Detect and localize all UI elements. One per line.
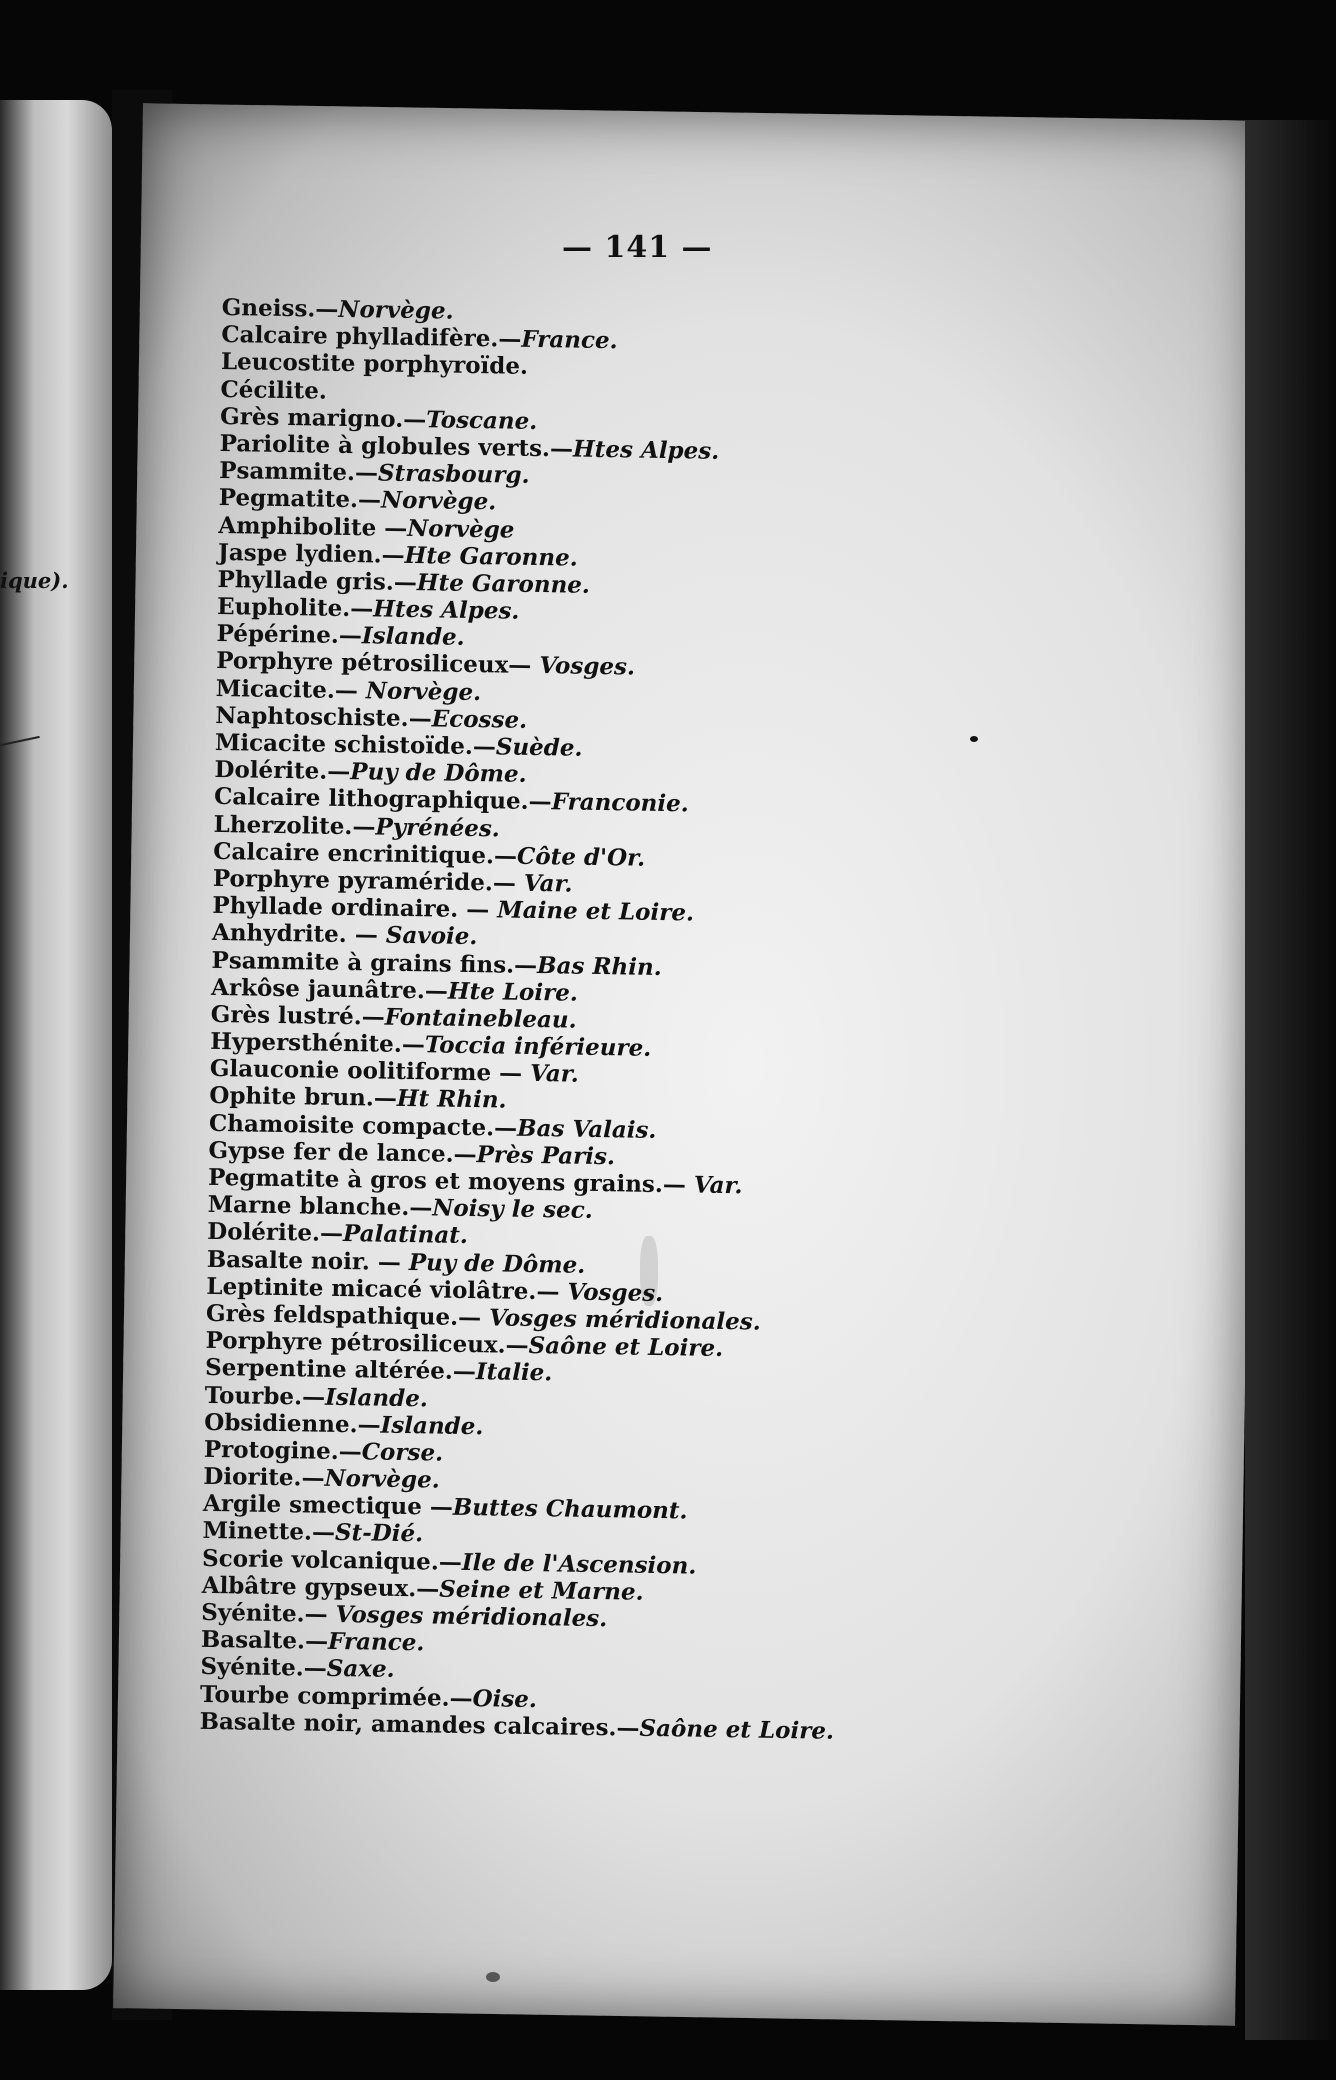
specimen-locality: Vosges méridionales. bbox=[335, 1600, 608, 1633]
specimen-locality: Vosges. bbox=[567, 1278, 664, 1307]
specimen-locality: Italie. bbox=[475, 1358, 553, 1387]
specimen-name: Phyllade gris. bbox=[217, 565, 395, 596]
entry-dash: — bbox=[381, 541, 405, 569]
specimen-locality: Ile de l'Ascension. bbox=[461, 1548, 697, 1580]
specimen-name: Argile smectique bbox=[202, 1490, 431, 1521]
specimen-name: Basalte noir. bbox=[206, 1245, 371, 1276]
specimen-locality: Var. bbox=[523, 869, 573, 898]
specimen-name: Jaspe lydien. bbox=[217, 538, 382, 569]
specimen-name: Hypersthénite. bbox=[210, 1027, 403, 1058]
specimen-locality: Suède. bbox=[495, 733, 583, 762]
specimen-locality: Franconie. bbox=[551, 788, 689, 818]
specimen-locality: Norvège. bbox=[380, 486, 497, 516]
entry-dash: — bbox=[357, 1410, 381, 1439]
entry-dash: — bbox=[457, 1303, 490, 1332]
entry-dash: — bbox=[662, 1171, 695, 1199]
specimen-name: Porphyre pétrosiliceux bbox=[216, 647, 509, 679]
specimen-name: Basalte noir, amandes calcaires. bbox=[199, 1707, 617, 1742]
specimen-locality: Toscane. bbox=[426, 405, 538, 435]
specimen-name: Gypse fer de lance. bbox=[208, 1136, 454, 1168]
specimen-name: Arkôse jaunâtre. bbox=[210, 973, 426, 1004]
entry-dash: — bbox=[361, 1003, 386, 1031]
ink-speck bbox=[486, 1972, 500, 1982]
entry-dash: — bbox=[549, 435, 574, 463]
ink-speck bbox=[970, 736, 978, 742]
specimen-locality: Hte Loire. bbox=[447, 977, 579, 1007]
specimen-name: Scorie volcanique. bbox=[201, 1544, 440, 1576]
entry-dash: — bbox=[304, 1627, 329, 1656]
specimen-name: Basalte. bbox=[200, 1626, 306, 1655]
entry-dash: — bbox=[493, 842, 518, 870]
entry-dash: — bbox=[415, 1575, 440, 1603]
entry-dash: — bbox=[301, 1464, 325, 1492]
entry-dash: — bbox=[493, 1114, 518, 1142]
specimen-locality: Près Paris. bbox=[476, 1140, 616, 1171]
specimen-locality: France. bbox=[327, 1628, 425, 1657]
specimen-locality: Oise. bbox=[472, 1684, 538, 1713]
specimen-name: Naphtoschiste. bbox=[215, 701, 409, 732]
specimen-locality: Var. bbox=[693, 1171, 743, 1200]
entry-dash: — bbox=[304, 1600, 336, 1628]
specimen-locality: Ht Rhin. bbox=[396, 1085, 507, 1115]
entry-dash: — bbox=[505, 1331, 529, 1360]
specimen-locality: Islande. bbox=[324, 1383, 429, 1412]
specimen-locality: Maine et Loire. bbox=[497, 896, 695, 927]
entry-dash: — bbox=[334, 676, 367, 704]
specimen-locality: Islande. bbox=[361, 622, 465, 652]
entry-dash: — bbox=[311, 1519, 336, 1547]
specimen-name: Cécilite. bbox=[220, 375, 328, 405]
specimen-name: Micacite. bbox=[215, 674, 336, 704]
entry-dash: — bbox=[350, 595, 374, 623]
entry-dash: — bbox=[492, 869, 525, 897]
specimen-name: Syénite. bbox=[201, 1598, 305, 1628]
specimen-name: Tourbe. bbox=[204, 1381, 303, 1410]
specimen-locality: Norvège. bbox=[324, 1464, 440, 1494]
specimen-name: Marne blanche. bbox=[207, 1191, 410, 1222]
specimen-locality: Bas Valais. bbox=[516, 1114, 657, 1144]
entry-dash: — bbox=[303, 1654, 327, 1683]
specimen-name: Pegmatite. bbox=[218, 484, 359, 514]
specimen-locality: Norvège. bbox=[338, 295, 454, 325]
entry-dash: — bbox=[393, 568, 418, 596]
entry-dash: — bbox=[452, 1358, 477, 1386]
specimen-locality: Savoie. bbox=[385, 921, 478, 951]
specimen-locality: Bas Rhin. bbox=[536, 951, 662, 981]
specimen-name: Leptinite micacé violâtre. bbox=[206, 1272, 537, 1305]
ink-speck bbox=[640, 1236, 658, 1306]
entry-dash: — bbox=[315, 295, 339, 323]
specimen-locality: Pyrénées. bbox=[375, 813, 501, 842]
entry-dash: — bbox=[352, 812, 376, 841]
entry-dash: — bbox=[301, 1382, 326, 1411]
specimen-locality: Saône et Loire. bbox=[639, 1714, 835, 1745]
page-number: — 141 — bbox=[562, 230, 713, 265]
specimen-name: Dolérite. bbox=[207, 1218, 321, 1248]
specimen-locality: France. bbox=[521, 325, 618, 355]
entry-dash: — bbox=[429, 1493, 454, 1522]
entry-dash: — bbox=[373, 1084, 398, 1113]
entry-dash: — bbox=[616, 1714, 640, 1742]
specimen-locality: Ecosse. bbox=[431, 705, 528, 734]
right-page-shadow bbox=[1245, 120, 1336, 2040]
specimen-locality: Htes Alpes. bbox=[372, 595, 520, 625]
entry-dash: — bbox=[401, 1030, 426, 1059]
specimen-locality: Palatinat. bbox=[342, 1220, 469, 1250]
entry-dash: — bbox=[403, 405, 427, 433]
entry-dash: — bbox=[498, 1059, 531, 1088]
specimen-locality: Islande. bbox=[380, 1411, 484, 1440]
specimen-name: Micacite schistoïde. bbox=[214, 728, 474, 760]
specimen-locality: Norvège. bbox=[365, 676, 482, 706]
entry-dash: — bbox=[408, 704, 432, 733]
specimen-name: Chamoisite compacte. bbox=[208, 1109, 495, 1142]
entry-dash: — bbox=[449, 1684, 473, 1712]
specimen-name: Ophite brun. bbox=[209, 1082, 375, 1112]
specimen-name: Pegmatite à gros et moyens grains. bbox=[207, 1163, 664, 1199]
specimen-locality: Toccia inférieure. bbox=[424, 1031, 652, 1062]
entry-dash: — bbox=[409, 1194, 433, 1222]
entry-dash: — bbox=[357, 486, 382, 514]
specimen-name: Serpentine altérée. bbox=[204, 1354, 454, 1386]
specimen-locality: Corse. bbox=[361, 1438, 444, 1467]
specimen-name: Psammite. bbox=[219, 457, 356, 487]
entry-dash: — bbox=[384, 514, 408, 542]
specimen-locality: Strasbourg. bbox=[377, 459, 530, 489]
specimen-name: Grès feldspathique. bbox=[205, 1299, 459, 1331]
specimen-name: Calcaire encrinitique. bbox=[213, 837, 495, 870]
specimen-locality: Vosges. bbox=[539, 652, 636, 681]
specimen-list bbox=[199, 294, 1122, 1749]
specimen-name: Calcaire phylladifère. bbox=[221, 321, 499, 353]
entry-dash: — bbox=[536, 1277, 568, 1306]
specimen-name: Minette. bbox=[202, 1517, 313, 1547]
specimen-locality: Côte d'Or. bbox=[516, 842, 646, 872]
entry-dash: — bbox=[498, 325, 522, 353]
specimen-name: Grès marigno. bbox=[219, 402, 404, 433]
specimen-name: Gneiss. bbox=[221, 294, 316, 323]
specimen-name: Phyllade ordinaire. bbox=[212, 892, 459, 923]
entry-dash: — bbox=[338, 622, 363, 650]
entry-dash: — bbox=[346, 921, 387, 949]
specimen-locality: Htes Alpes. bbox=[572, 435, 720, 465]
entry-dash: — bbox=[424, 976, 449, 1005]
specimen-name: Anhydrite. bbox=[211, 919, 348, 949]
specimen-name: Eupholite. bbox=[216, 593, 351, 623]
specimen-name: Glauconie oolitiforme bbox=[209, 1055, 500, 1087]
specimen-locality: Vosges méridionales. bbox=[488, 1304, 761, 1336]
specimen-locality: Puy de Dôme. bbox=[408, 1248, 586, 1279]
specimen-locality: Hte Garonne. bbox=[404, 541, 578, 572]
specimen-locality: Hte Garonne. bbox=[416, 568, 591, 599]
specimen-locality: Saône et Loire. bbox=[528, 1332, 724, 1363]
specimen-name: Calcaire lithographique. bbox=[213, 783, 529, 816]
specimen-name: Lherzolite. bbox=[213, 810, 353, 840]
specimen-locality: Seine et Marne. bbox=[438, 1575, 644, 1606]
specimen-locality: Buttes Chaumont. bbox=[452, 1494, 688, 1525]
entry-dash: — bbox=[319, 1220, 344, 1248]
entry-dash: — bbox=[453, 1140, 477, 1168]
specimen-locality: Saxe. bbox=[326, 1655, 395, 1684]
specimen-name: Amphibolite bbox=[218, 511, 385, 542]
specimen-locality: Var. bbox=[529, 1060, 579, 1088]
specimen-name: Pariolite à globules verts. bbox=[219, 429, 551, 463]
specimen-locality: Norvège bbox=[407, 514, 515, 544]
specimen-name: Pépérine. bbox=[216, 620, 340, 650]
specimen-name: Grès lustré. bbox=[210, 1000, 363, 1031]
entry-dash: — bbox=[338, 1437, 362, 1466]
specimen-name: Syénite. bbox=[200, 1653, 304, 1682]
left-page-text-fragment: ique). bbox=[0, 568, 69, 593]
specimen-name: Leucostite porphyroïde. bbox=[220, 348, 529, 381]
specimen-name: Protogine. bbox=[203, 1435, 339, 1465]
entry-dash: — bbox=[438, 1548, 463, 1576]
entry-dash: — bbox=[458, 895, 498, 924]
specimen-name: Dolérite. bbox=[214, 756, 328, 785]
specimen-name: Psammite à grains fins. bbox=[211, 946, 515, 979]
specimen-name: Albâtre gypseux. bbox=[201, 1571, 417, 1603]
left-page-edge bbox=[0, 100, 112, 1990]
entry-dash: — bbox=[528, 788, 552, 816]
entry-dash: — bbox=[508, 651, 540, 680]
specimen-name: Obsidienne. bbox=[204, 1408, 358, 1438]
specimen-locality: Noisy le sec. bbox=[432, 1194, 593, 1225]
specimen-locality: Puy de Dôme. bbox=[350, 758, 527, 789]
entry-dash: — bbox=[513, 951, 538, 979]
specimen-name: Diorite. bbox=[203, 1462, 302, 1492]
specimen-name: Porphyre pyraméride. bbox=[212, 864, 494, 897]
entry-dash: — bbox=[354, 459, 379, 487]
specimen-locality: St-Dié. bbox=[334, 1519, 424, 1548]
entry-dash: — bbox=[472, 732, 497, 761]
entry-dash: — bbox=[369, 1248, 410, 1276]
entry-dash: — bbox=[327, 757, 351, 786]
specimen-name: Porphyre pétrosiliceux. bbox=[205, 1326, 506, 1359]
specimen-name: Tourbe comprimée. bbox=[199, 1680, 450, 1712]
specimen-locality: Fontainebleau. bbox=[384, 1003, 577, 1034]
